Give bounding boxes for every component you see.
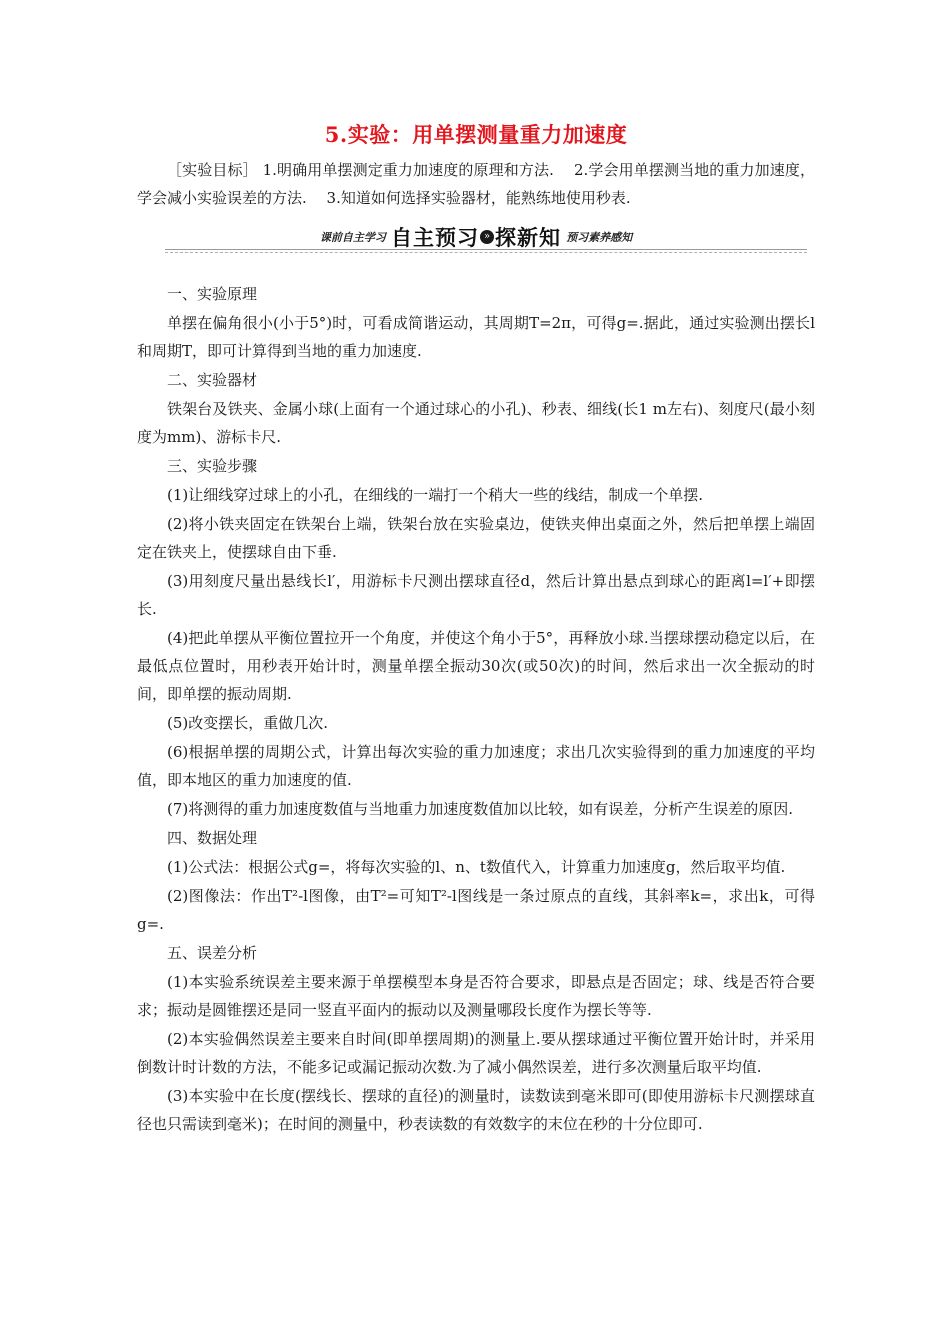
section-heading: 四、数据处理 [167,829,258,847]
paragraph: (2)将小铁夹固定在铁架台上端，铁架台放在实验桌边，使铁夹伸出桌面之外，然后把单摆上端固定在铁夹上，使摆球自由下垂. [137,515,815,561]
double-chevron-icon: » [480,230,494,244]
section-heading: 三、实验步骤 [167,457,258,475]
section-banner [137,222,815,254]
banner-content [137,222,815,252]
paragraph: 铁架台及铁夹、金属小球(上面有一个通过球心的小孔)、秒表、细线(长1 m左右)、刻度尺(最小刻度为mm)、游标卡尺. [137,400,815,446]
section-data-processing [137,824,815,938]
banner-main-a: 自主预习 [391,226,479,250]
paragraph: (7)将测得的重力加速度数值与当地重力加速度数值加以比较，如有误差，分析产生误差的原因. [167,800,794,818]
paragraph: (2)本实验偶然误差主要来自时间(即单摆周期)的测量上.要从摆球通过平衡位置开始计时，并采用倒数计时计数的方法，不能多记或漏记振动次数.为了减小偶然误差，进行多次测量后取平均值. [137,1030,815,1076]
experiment-goals: ［实验目标］ 1.明确用单摆测定重力加速度的原理和方法. 2.学会用单摆测当地的重力加速度，学会减小实验误差的方法. 3.知道如何选择实验器材，能熟练地使用秒表. [137,161,815,207]
paragraph: (4)把此单摆从平衡位置拉开一个角度，并使这个角小于5°，再释放小球.当摆球摆动稳定以后，在最低点位置时，用秒表开始计时，测量单摆全振动30次(或50次)的时间，然后求出一次全振动的时间，即单摆的振动周期. [137,629,815,703]
section-heading: 二、实验器材 [167,371,258,389]
section-heading: 一、实验原理 [167,285,258,303]
paragraph: (6)根据单摆的周期公式，计算出每次实验的重力加速度；求出几次实验得到的重力加速度的平均值，即本地区的重力加速度的值. [137,743,815,789]
paragraph: (1)公式法：根据公式g=，将每次实验的l、n、t数值代入，计算重力加速度g，然后取平均值. [167,858,786,876]
paragraph: (3)用刻度尺量出悬线长l′，用游标卡尺测出摆球直径d，然后计算出悬点到球心的距离l=l′+即摆长. [137,572,815,618]
document-page [137,120,815,1139]
page-title: 5.实验：用单摆测量重力加速度 [324,122,628,147]
section-error-analysis [137,939,815,1138]
paragraph: (1)本实验系统误差主要来源于单摆模型本身是否符合要求，即悬点是否固定；球、线是否符合要求；振动是圆锥摆还是同一竖直平面内的振动以及测量哪段长度作为摆长等等. [137,973,815,1019]
paragraph: 单摆在偏角很小(小于5°)时，可看成简谐运动，其周期T=2π，可得g=.据此，通过实验测出摆长l和周期T，即可计算得到当地的重力加速度. [137,314,815,360]
banner-rule-dashed [165,252,807,253]
section-principle [137,280,815,365]
section-equipment [137,366,815,451]
paragraph: (5)改变摆长，重做几次. [167,714,329,732]
paragraph: (2)图像法：作出T²-l图像，由T²=可知T²-l图线是一条过原点的直线，其斜率k=，求出k，可得g=. [137,887,815,933]
paragraph: (1)让细线穿过球上的小孔，在细线的一端打一个稍大一些的线结，制成一个单摆. [167,486,704,504]
banner-left-label: 课前自主学习 [319,231,386,244]
banner-right-label: 预习素养感知 [566,231,633,244]
banner-main-b: 探新知 [495,226,561,250]
paragraph: (3)本实验中在长度(摆线长、摆球的直径)的测量时，读数读到毫米即可(即使用游标卡尺测摆球直径也只需读到毫米)；在时间的测量中，秒表读数的有效数字的末位在秒的十分位即可. [137,1087,815,1133]
section-heading: 五、误差分析 [167,944,258,962]
section-steps [137,452,815,823]
